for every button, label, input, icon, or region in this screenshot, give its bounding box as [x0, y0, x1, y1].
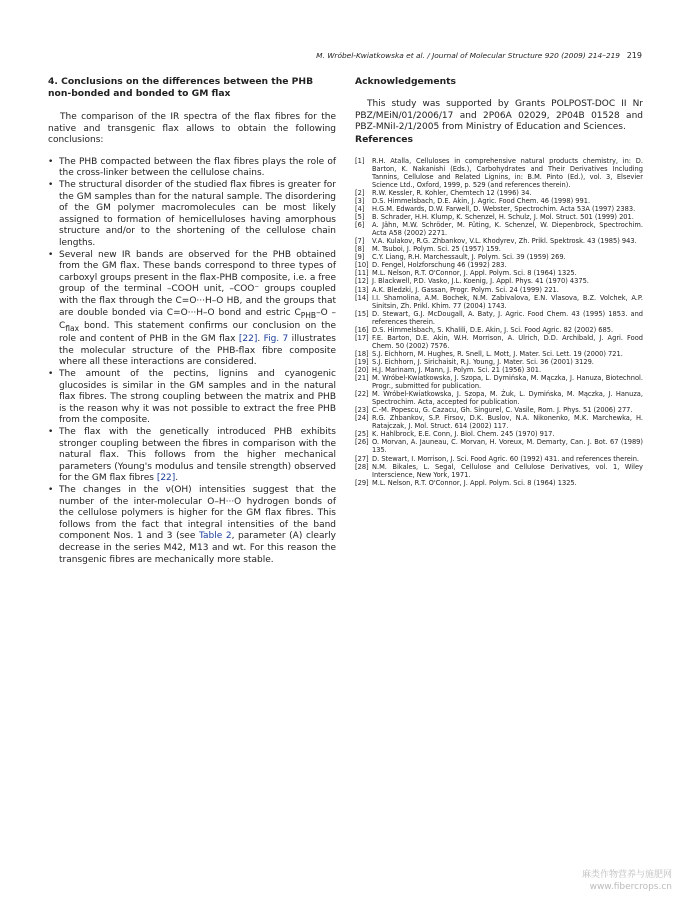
watermark-url: www.fibercrops.cn: [589, 882, 672, 892]
list-item: • The flax with the genetically introduced PHB exhibits stronger coupling between the fibres in comparison with the natural flax. This follows from the higher mechanical parameters (Young's modulus and tensile strength) observed for the GM flax fibres [22].: [48, 427, 336, 485]
reference-number: [23]: [355, 406, 369, 415]
reference-number: [2]: [355, 188, 365, 197]
reference-number: [6]: [355, 221, 365, 230]
reference-number: [10]: [355, 261, 369, 270]
reference-number: [14]: [355, 293, 369, 302]
acknowledgements-heading: Acknowledgements: [355, 76, 456, 87]
table-link-2[interactable]: Table 2: [198, 531, 232, 542]
reference-item: [355, 390, 643, 406]
reference-text: J. Blackwell, P.D. Vasko, J.L. Koenig, J. Appl. Phys. 41 (1970) 4375.: [372, 277, 589, 286]
running-header: [0, 51, 678, 65]
journal-citation: M. Wróbel-Kwiatkowska et al. / Journal of Molecular Structure 920 (2009) 214–219: [316, 51, 620, 60]
conclusions-list: [48, 157, 336, 566]
reference-text: M.L. Nelson, R.T. O'Connor, J. Appl. Polym. Sci. 8 (1964) 1325.: [372, 269, 577, 278]
reference-item: [355, 269, 643, 277]
reference-item: [355, 310, 643, 326]
reference-number: [9]: [355, 253, 365, 262]
reference-item: [355, 294, 643, 310]
reference-item: [355, 213, 643, 221]
reference-item: [355, 189, 643, 197]
reference-number: [1]: [355, 156, 365, 165]
reference-text: F.E. Barton, D.E. Akin, W.H. Morrison, A. Ulrich, D.D. Archibald, J. Agri. Food Chem. 50 (2002) 7576.: [372, 333, 643, 350]
reference-item: [355, 277, 643, 285]
reference-number: [17]: [355, 333, 369, 342]
reference-number: [15]: [355, 309, 369, 318]
watermark-title: 麻类作物营养与施肥网: [581, 870, 672, 880]
reference-item: [355, 463, 643, 479]
reference-item: [355, 430, 643, 438]
reference-text: D. Stewart, G.J. McDougall, A. Baty, J. Agric. Food Chem. 43 (1995) 1853. and references therein.: [372, 309, 643, 326]
reference-text: M.L. Nelson, R.T. O'Connor, J. Appl. Polym. Sci. 8 (1964) 1325.: [372, 478, 577, 487]
reference-number: [13]: [355, 285, 369, 294]
right-column: [355, 76, 643, 487]
reference-number: [27]: [355, 454, 369, 463]
acknowledgements-text: This study was supported by Grants POLPOST-DOC II Nr PBZ/MEiN/01/2006/17 and 2P06A 02029, 2P04B 01528 and PBZ-MNiI-2/1/2005 from Ministry of Education and Sciences.: [355, 99, 643, 133]
page-number: 219: [626, 51, 642, 60]
reference-text: A. Jähn, M.W. Schröder, M. Füting, K. Schenzel, W. Diepenbrock, Spectrochim. Acta A58 (2002) 2271.: [372, 221, 643, 238]
reference-text: D.S. Himmelsbach, D.E. Akin, J. Agric. Food Chem. 46 (1998) 991.: [372, 197, 591, 206]
reference-item: [355, 245, 643, 253]
reference-item: [355, 406, 643, 414]
reference-text: H.J. Marinam, J. Mann, J. Polym. Sci. 21 (1956) 301.: [372, 366, 542, 374]
reference-number: [5]: [355, 213, 365, 222]
list-item: • Several new IR bands are observed for the PHB obtained from the GM flax. These bands correspond to three types of carboxyl groups present in the flax-PHB composite, i.e. a free group of the terminal –COOH unit, –COO⁻ groups coupled with the flax through the C=O···H–O HB, and the groups that are double bonded via C=O···H–O bond and estric $C_{PHB}-O - C_{flax}$ bond. This statement confirms our conclusion on the role and content of PHB in the GM flax [22]. Fig. 7 illustrates the molecular structure of the PHB-flax fibre composite where all these interactions are considered.: [48, 250, 336, 370]
reference-text: D. Fengel, Holzforschung 46 (1992) 283.: [372, 261, 507, 270]
watermark: [582, 869, 672, 893]
citation-link-22[interactable]: [22]: [238, 334, 258, 345]
reference-number: [20]: [355, 366, 369, 374]
reference-item: [355, 237, 643, 245]
reference-item: [355, 334, 643, 350]
reference-text: R.H. Atalla, Celluloses in comprehensive natural products chemistry, in: D. Barton, K. Nakanishi (Eds.), Carbohydrates and Their Derivatives Including Tannins, Cellulose and Related Lignins, in: B.M. Pinto (Ed.), vol. 3, Elsevier Science Ltd., Oxford, 1999, p. 529 (and references therein).: [372, 156, 643, 189]
conclusions-intro: The comparison of the IR spectra of the flax fibres for the native and transgenic flax allows to obtain the following conclusions:: [48, 112, 336, 146]
conclusions-heading: 4. Conclusions on the differences between the PHB non-bonded and bonded to GM flax: [48, 76, 314, 99]
reference-number: [8]: [355, 245, 365, 254]
reference-text: C.Y. Liang, R.H. Marchessault, J. Polym. Sci. 39 (1959) 269.: [372, 253, 566, 262]
reference-text: I.I. Shamolina, A.M. Bochek, N.M. Zabivalova, E.N. Vlasova, B.Z. Volchek, A.P. Sinitsin, Zh. Prikl. Khim. 77 (2004) 1743.: [372, 293, 643, 310]
reference-text: O. Morvan, A. Jauneau, C. Morvan, H. Voreux, M. Demarty, Can. J. Bot. 67 (1989) 135.: [372, 438, 643, 455]
list-item: • The changes in the ν(OH) intensities suggest that the number of the inter-molecular O–H···O hydrogen bonds of the cellulose polymers is higher for the GM flax fibres. This follows from the fact that integral intensities of the band component Nos. 1 and 3 (see Table 2, parameter (A) clearly decrease in the series M42, M13 and wt. For this reason the transgenic fibres are mechanically more stable.: [48, 485, 336, 566]
reference-text: S.J. Eichhorn, J. Sirichaisit, R.J. Young, J. Mater. Sci. 36 (2001) 3129.: [372, 357, 594, 366]
reference-item: [355, 253, 643, 261]
reference-item: [355, 157, 643, 189]
reference-number: [19]: [355, 357, 369, 366]
reference-text: D.S. Himmelsbach, S. Khalili, D.E. Akin, J. Sci. Food Agric. 82 (2002) 685.: [372, 325, 614, 334]
list-item: • The amount of the pectins, lignins and cyanogenic glucosides is similar in the GM samples and in the natural flax fibres. The strong coupling between the matrix and PHB is the reason why it was not possible to extract the free PHB from the composite.: [48, 369, 336, 427]
left-column: [48, 76, 336, 566]
reference-text: D. Stewart, I. Morrison, J. Sci. Food Agric. 60 (1992) 431. and references therein.: [372, 454, 640, 463]
reference-item: [355, 286, 643, 294]
reference-text: K. Hahlbrock, E.E. Conn, J. Biol. Chem. 245 (1970) 917.: [372, 430, 555, 439]
reference-item: [355, 374, 643, 390]
reference-number: [18]: [355, 349, 369, 358]
reference-item: [355, 197, 643, 205]
reference-number: [12]: [355, 277, 369, 286]
reference-item: [355, 326, 643, 334]
citation-link-22[interactable]: [22]: [156, 473, 176, 484]
reference-text: H.G.M. Edwards, D.W. Farwell, D. Webster, Spectrochim. Acta 53A (1997) 2383.: [372, 205, 636, 214]
reference-text: V.A. Kulakov, R.G. Zhbankov, V.L. Khodyrev, Zh. Prikl. Spektrosk. 43 (1985) 943.: [372, 237, 637, 246]
reference-number: [3]: [355, 197, 365, 206]
reference-number: [11]: [355, 269, 369, 278]
reference-item: [355, 455, 643, 463]
references-heading: References: [355, 133, 413, 145]
reference-number: [7]: [355, 237, 365, 246]
reference-text: B. Schrader, H.H. Klump, K. Schenzel, H. Schulz, J. Mol. Struct. 501 (1999) 201.: [372, 213, 634, 222]
list-item: • The structural disorder of the studied flax fibres is greater for the GM samples than for the natural sample. The disordering of the GM polymer macromolecules can be most likely assigned to formation of hemicelluloses having amorphous structure and/or to the shortening of the cellulose chain lengths.: [48, 180, 336, 250]
reference-number: [26]: [355, 438, 369, 447]
reference-item: [355, 438, 643, 454]
reference-number: [28]: [355, 462, 369, 471]
figure-link-7[interactable]: Fig. 7: [263, 334, 289, 345]
reference-item: [355, 366, 643, 374]
reference-text: M. Wróbel-Kwiatkowska, J. Szopa, M. Żuk, L. Dymińska, M. Mączka, J. Hanuza, Spectrochim. Acta, accepted for publication.: [372, 390, 643, 407]
reference-number: [21]: [355, 374, 369, 383]
reference-text: S.J. Eichhorn, M. Hughes, R. Snell, L. Mott, J. Mater. Sci. Lett. 19 (2000) 721.: [372, 349, 623, 358]
reference-text: A.K. Bledzki, J. Gassan, Progr. Polym. Sci. 24 (1999) 221.: [372, 285, 559, 294]
reference-text: N.M. Bikales, L. Segal, Cellulose and Cellulose Derivatives, vol. 1, Wiley Interscience, New York, 1971.: [372, 462, 643, 479]
list-item: • The PHB compacted between the flax fibres plays the role of the cross-linker between the cellulose chains.: [48, 157, 336, 180]
reference-text: M. Tsuboi, J. Polym. Sci. 25 (1957) 159.: [372, 245, 501, 254]
reference-item: [355, 221, 643, 237]
reference-text: R.G. Zhbankov, S.P. Firsov, D.K. Buslov, N.A. Nikonenko, M.K. Marchewka, H. Ratajczak, J. Mol. Struct. 614 (2002) 117.: [372, 414, 643, 431]
reference-item: [355, 261, 643, 269]
reference-number: [4]: [355, 205, 365, 214]
reference-item: [355, 479, 643, 487]
reference-text: R.W. Kessler, R. Kohler, Chemtech 12 (1996) 34.: [372, 188, 532, 197]
reference-number: [24]: [355, 414, 369, 423]
references-list: [355, 157, 643, 487]
reference-number: [16]: [355, 325, 369, 334]
reference-text: M. Wróbel-Kwiatkowska, J. Szopa, L. Dymińska, M. Mączka, J. Hanuza, Biotechnol. Progr., submitted for publication.: [372, 374, 643, 391]
reference-item: [355, 205, 643, 213]
reference-item: [355, 350, 643, 358]
reference-item: [355, 414, 643, 430]
reference-number: [25]: [355, 430, 369, 439]
reference-number: [29]: [355, 478, 369, 487]
reference-number: [22]: [355, 390, 369, 399]
reference-text: C.-M. Popescu, G. Cazacu, Gh. Singurel, C. Vasile, Rom. J. Phys. 51 (2006) 277.: [372, 406, 633, 415]
reference-item: [355, 358, 643, 366]
